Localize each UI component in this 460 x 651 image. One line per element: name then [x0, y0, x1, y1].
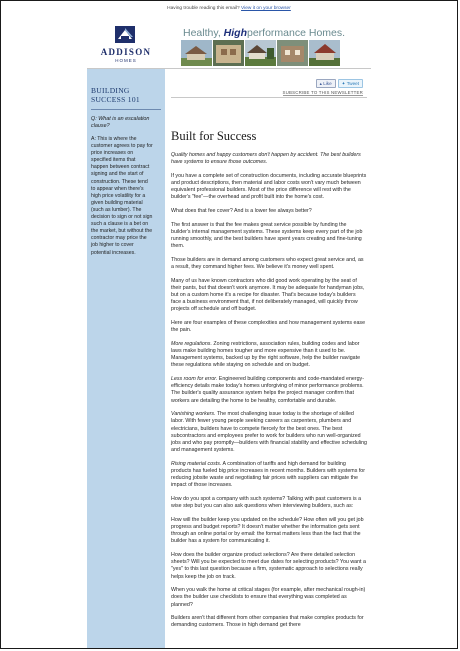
- subscribe-link[interactable]: SUBSCRIBE TO THIS NEWSLETTER: [282, 90, 363, 95]
- house-photo-1: [181, 40, 212, 66]
- twitter-bird-icon: ✦: [341, 81, 346, 86]
- article-intro: Quality homes and happy customers don't happen by accident. The best builders have systems to ensure those outcomes.: [171, 152, 361, 166]
- house-photo-4: [277, 40, 308, 66]
- article-paragraph: [171, 411, 367, 454]
- article-paragraph: Those builders are in demand among customers who expect great service and, as a result, they command higher fees. We believe it's money well spent.: [171, 256, 364, 270]
- sidebar-title-line1: BUILDING: [91, 86, 130, 95]
- paragraph-text: Engineered building components and code-mandated energy-efficiency details make today's homes unforgiving of minor performance problems. The builder's quality assurance system helps the project manager confirm that workers are detailing the home to be healthy, comfortable and durable.: [171, 376, 364, 404]
- paragraph-text: A combination of tariffs and high demand for building products has fueled big price increases in recent months. Builders with systems for reducing jobsite waste and negotiating fair prices with suppliers can mitigate the impact of those increases.: [171, 460, 366, 489]
- article-paragraph: [171, 376, 367, 405]
- house-photo-5: [309, 40, 340, 66]
- article-paragraph: When you walk the home at critical stages (for example, after mechanical rough-in) does the builder use checklists to ensure that everything was completed as planned?: [171, 587, 366, 608]
- paragraph-lead: More regulations.: [171, 340, 212, 347]
- sidebar-divider: [91, 109, 161, 110]
- article-paragraph: How do you spot a company with such systems? Talking with past customers is a wise step but you can also ask questions when interviewing builders, such as:: [171, 496, 362, 510]
- newsletter-container: [87, 23, 371, 649]
- tagline: [183, 27, 345, 39]
- brand-name: ADDISON: [100, 47, 152, 57]
- paragraph-text: The most challenging issue today is the shortage of skilled labor. With fewer young people seeking careers as carpenters, plumbers and electricians, builders have to compete fiercely for the best ones. The best subcontractors and employees prefer to work for builders who run well-organized jobs and who pay promptly—builders with financial stability and effective scheduling and management systems.: [171, 411, 367, 454]
- paragraph-lead: Less room for error.: [171, 376, 218, 382]
- top-note-text: Having trouble reading this email?: [167, 6, 240, 11]
- article-paragraph: [171, 461, 367, 490]
- facebook-like-button[interactable]: [316, 79, 336, 88]
- brand-sub: HOMES: [115, 58, 137, 63]
- header-photo-strip: [181, 40, 340, 66]
- article-paragraph: Builders aren't that different from other companies that make complex products for demanding customers. Those in high demand get there: [171, 615, 364, 629]
- article-paragraph: How does the builder organize product selections? Are there detailed selection sheets? Will you be expected to meet due dates for selecting products? You want a "yes" to this last question because a firm, systematic approach to selections really helps keep the job on track.: [171, 552, 366, 580]
- tagline-emphasis: High: [223, 27, 247, 39]
- tagline-suffix: performance Homes.: [247, 27, 346, 39]
- like-label: Like: [323, 81, 332, 86]
- tagline-prefix: Healthy,: [183, 27, 224, 39]
- article-paragraph: [171, 341, 367, 370]
- sidebar-title: [91, 86, 165, 104]
- view-in-browser-link[interactable]: View it on your browser: [241, 6, 291, 11]
- tweet-label: Tweet: [346, 81, 359, 86]
- paragraph-lead: Rising material costs.: [171, 460, 222, 467]
- article-body: [171, 152, 367, 636]
- article-paragraph: The first answer is that the fee makes great service possible by funding the builder's internal management systems. These systems keep every part of the job running smoothly, and the best builders have spent years creating and fine-tuning them.: [171, 221, 363, 250]
- article-paragraph: If you have a complete set of construction documents, including accurate blueprints and product descriptions, then material and labor costs won't vary much between equivalent professional builders. Most of the price difference will rest with the builder's "fee"—the overhead and profit built into the home's cost.: [171, 172, 367, 201]
- sidebar-title-line2: SUCCESS 101: [91, 95, 140, 104]
- house-logo-icon: [115, 26, 135, 43]
- article-title: Built for Success: [171, 129, 257, 143]
- social-buttons: [316, 79, 363, 88]
- thumbs-up-icon: ▴: [319, 81, 322, 86]
- top-note: [1, 1, 457, 15]
- paragraph-text: Zoning restrictions, association rules, building codes and labor laws make building homes tougher and more expensive than it used to be. Management systems, backed up by the right software, help the builder navigate these regulations while staying on schedule and on budget.: [171, 340, 361, 369]
- sidebar-question: Q: What is an escalation clause?: [91, 116, 150, 129]
- house-photo-3: [245, 40, 276, 66]
- article-paragraph: What does that fee cover? And is a lower fee always better?: [171, 208, 312, 214]
- sidebar: [87, 69, 165, 649]
- sidebar-answer: A: This is where the customer agrees to pay for price increases on specified items that happen between contract signing and the start of construction. These tend to appear when there's high price volatility for a given building material (such as lumber). The decision to sign or not sign such a clause is a bet on the market, but without the contractor may price the job higher to cover potential increases.: [91, 136, 153, 256]
- article-paragraph: How will the builder keep you updated on the schedule? How often will you get job progress and budget reports? It doesn't matter whether the information gets sent through an online portal or by email: the format matters less than the fact that the builder has a system for communicating it.: [171, 516, 364, 545]
- paragraph-lead: Vanishing workers.: [171, 411, 216, 418]
- article-paragraph: Here are four examples of these complexities and how management systems ease the pain.: [171, 320, 366, 334]
- header-divider: [171, 97, 367, 98]
- logo[interactable]: [87, 23, 165, 68]
- tweet-button[interactable]: [338, 79, 363, 88]
- header: [87, 23, 371, 69]
- article-paragraph: Many of us have known contractors who did good work operating by the seat of their pants, but that doesn't work anymore. It may be adequate for handyman jobs, but on a custom home it's a recipe for disaster. That's because today's builders face a business environment that, if not deliberately managed, will quickly throw projects off schedule and off budget.: [171, 277, 365, 313]
- house-photo-2: [213, 40, 244, 66]
